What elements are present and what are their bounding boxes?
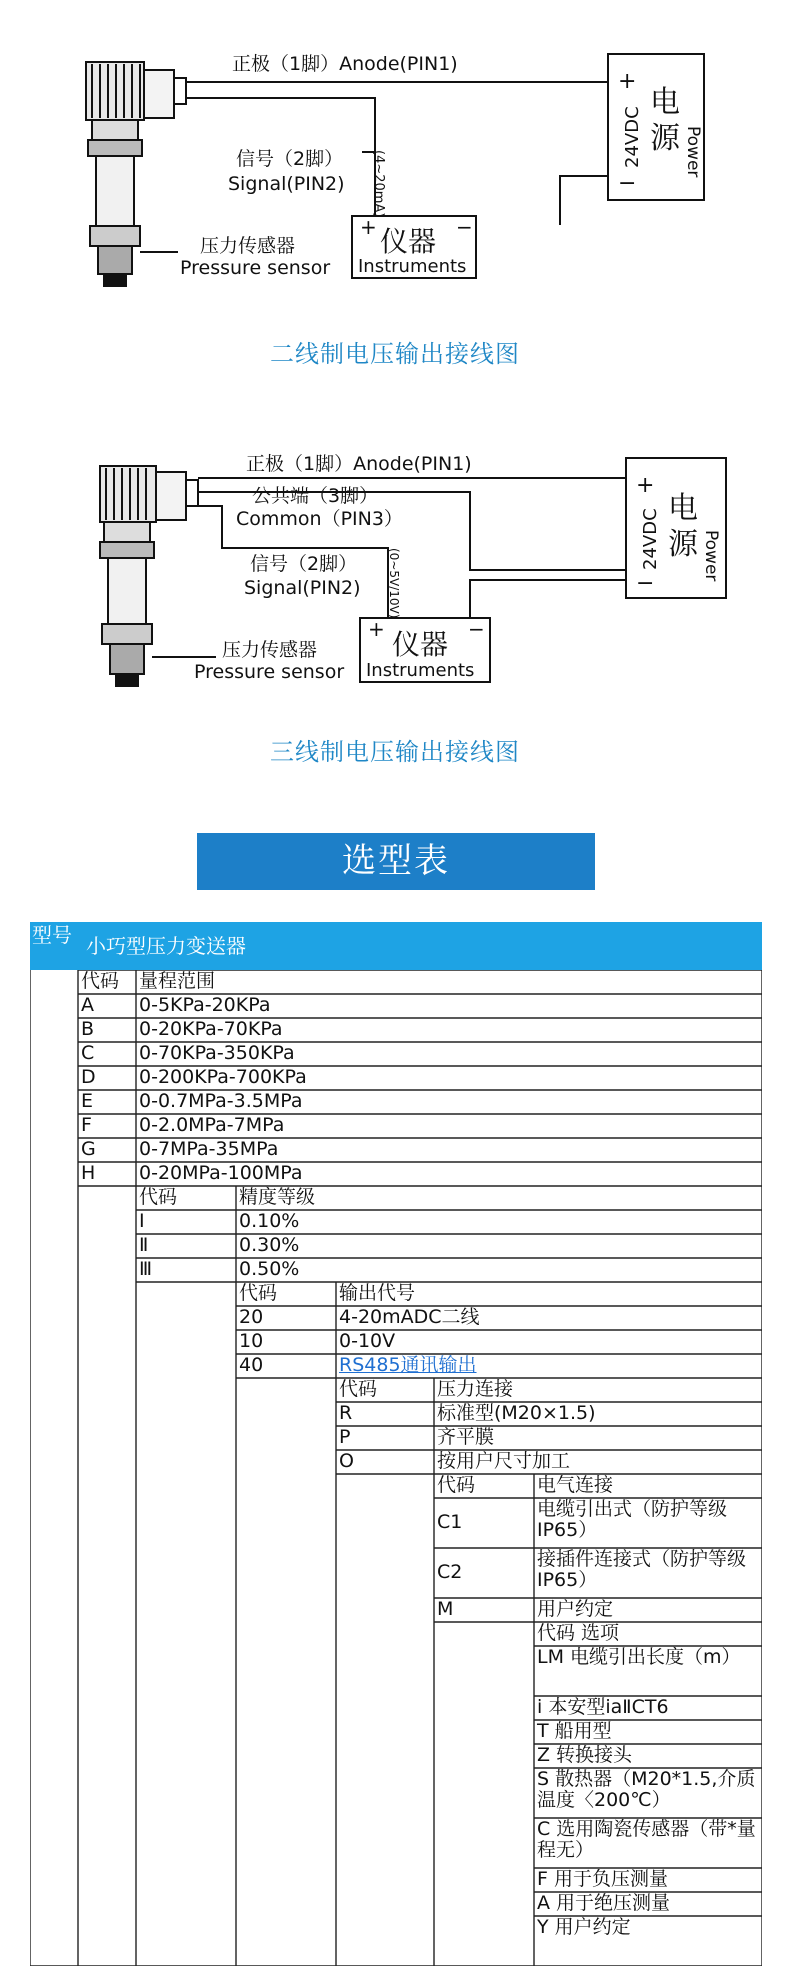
two-wire-diagram: [0, 0, 790, 360]
current-label: (4~20mA): [371, 150, 386, 218]
accuracy-value: 0.50%: [239, 1258, 300, 1280]
conn-code: R: [339, 1402, 353, 1424]
conn-title-header: 压力连接: [437, 1378, 514, 1400]
model-header: 型号: [32, 923, 72, 947]
sensor-cn-label: 压力传感器: [222, 639, 318, 661]
voltage-label: (0~5V/10V): [387, 548, 401, 619]
instr-en-label: Instruments: [366, 660, 475, 681]
output-code: 10: [239, 1330, 264, 1352]
power-cn1: 电: [650, 85, 680, 120]
sensor-en-label: Pressure sensor: [194, 661, 345, 683]
power-cn1: 电: [668, 491, 698, 526]
option-item: C 选用陶瓷传感器（带*量程无）: [537, 1818, 756, 1861]
two-wire-caption: 二线制电压输出接线图: [270, 340, 520, 368]
three-wire-diagram: [0, 430, 790, 720]
range-code-header: 代码: [81, 970, 120, 992]
elec-code: M: [437, 1598, 454, 1620]
common-en-label: Common（PIN3）: [236, 508, 403, 530]
elec-code: C1: [437, 1511, 463, 1533]
range-code: B: [81, 1018, 95, 1040]
signal-en-label: Signal(PIN2): [228, 173, 345, 195]
range-code: F: [81, 1114, 92, 1136]
options-title-header: 代码 选项: [537, 1622, 620, 1644]
output-code: 20: [239, 1306, 264, 1328]
accuracy-value: 0.10%: [239, 1210, 300, 1232]
accuracy-value: 0.30%: [239, 1234, 300, 1256]
accuracy-code: Ⅰ: [139, 1210, 145, 1232]
power-en-label: Power: [701, 530, 721, 582]
instr-plus: +: [360, 215, 377, 239]
range-code: D: [81, 1066, 96, 1088]
elec-title-header: 电气连接: [537, 1474, 614, 1496]
power-en-label: Power: [683, 126, 703, 178]
output-value: 0-10V: [339, 1330, 396, 1352]
selection-table: [30, 922, 762, 1966]
range-code: G: [81, 1138, 96, 1160]
output-title-header: 输出代号: [339, 1282, 416, 1304]
conn-value: 按用户尺寸加工: [437, 1450, 571, 1472]
output-code-header: 代码: [239, 1282, 278, 1304]
elec-value: 用户约定: [537, 1598, 614, 1620]
output-value[interactable]: RS485通讯输出: [339, 1354, 477, 1376]
output-code: 40: [239, 1354, 264, 1376]
instr-minus: −: [456, 215, 473, 239]
instr-en-label: Instruments: [358, 256, 467, 277]
vdc-label: 24VDC: [640, 508, 661, 570]
option-item: S 散热器（M20*1.5,介质温度〈200℃）: [537, 1768, 756, 1811]
pressure-sensor-icon: [100, 466, 198, 686]
accuracy-code: Ⅱ: [139, 1234, 149, 1256]
elec-code-header: 代码: [437, 1474, 476, 1496]
conn-value: 齐平膜: [437, 1426, 495, 1448]
range-code: H: [81, 1162, 96, 1184]
range-value: 0-200KPa-700KPa: [139, 1066, 307, 1088]
three-wire-caption: 三线制电压输出接线图: [270, 738, 520, 766]
option-item: A 用于绝压测量: [537, 1892, 671, 1914]
common-cn-label: 公共端（3脚）: [252, 485, 379, 507]
range-code: E: [81, 1090, 94, 1112]
power-minus: −: [618, 171, 637, 196]
vdc-label: 24VDC: [622, 106, 643, 168]
option-item: Y 用户约定: [537, 1916, 631, 1938]
accuracy-code: Ⅲ: [139, 1258, 153, 1280]
power-plus: +: [636, 473, 655, 498]
elec-value: 电缆引出式（防护等级IP65）: [537, 1498, 728, 1541]
range-title-header: 量程范围: [139, 970, 216, 992]
instr-minus: −: [468, 617, 485, 641]
option-item: i 本安型iaⅡCT6: [537, 1696, 669, 1718]
elec-code: C2: [437, 1561, 463, 1583]
accuracy-code-header: 代码: [139, 1186, 178, 1208]
sensor-en-label: Pressure sensor: [180, 257, 331, 279]
anode-label: 正极（1脚）Anode(PIN1): [246, 453, 472, 475]
range-value: 0-0.7MPa-3.5MPa: [139, 1090, 303, 1112]
conn-code-header: 代码: [339, 1378, 378, 1400]
conn-code: O: [339, 1450, 354, 1472]
range-value: 0-7MPa-35MPa: [139, 1138, 279, 1160]
option-item: F 用于负压测量: [537, 1868, 668, 1890]
power-cn2: 源: [668, 527, 698, 562]
option-item: T 船用型: [537, 1720, 612, 1742]
range-value: 0-5KPa-20KPa: [139, 994, 271, 1016]
instr-cn-label: 仪器: [380, 225, 437, 258]
instr-plus: +: [368, 617, 385, 641]
range-value: 0-70KPa-350KPa: [139, 1042, 295, 1064]
elec-value: 接插件连接式（防护等级IP65）: [537, 1548, 747, 1591]
output-value: 4-20mADC二线: [339, 1306, 480, 1328]
range-value: 0-2.0MPa-7MPa: [139, 1114, 285, 1136]
power-cn2: 源: [650, 121, 680, 156]
selection-table-banner: 选型表: [197, 833, 595, 890]
option-item: LM 电缆引出长度（m）: [537, 1646, 741, 1668]
power-minus: −: [636, 571, 655, 596]
product-title: 小巧型压力变送器: [86, 934, 246, 958]
anode-label: 正极（1脚）Anode(PIN1): [232, 53, 458, 75]
option-item: Z 转换接头: [537, 1744, 633, 1766]
conn-code: P: [339, 1426, 351, 1448]
signal-en-label: Signal(PIN2): [244, 577, 361, 599]
sensor-cn-label: 压力传感器: [200, 235, 296, 257]
instr-cn-label: 仪器: [392, 628, 449, 661]
signal-cn-label: 信号（2脚）: [250, 553, 358, 575]
accuracy-title-header: 精度等级: [239, 1186, 316, 1208]
range-code: C: [81, 1042, 95, 1064]
power-plus: +: [618, 69, 637, 94]
range-value: 0-20MPa-100MPa: [139, 1162, 303, 1184]
signal-cn-label: 信号（2脚）: [236, 148, 344, 170]
range-code: A: [81, 994, 94, 1016]
range-value: 0-20KPa-70KPa: [139, 1018, 283, 1040]
conn-value: 标准型(M20×1.5): [437, 1402, 596, 1424]
